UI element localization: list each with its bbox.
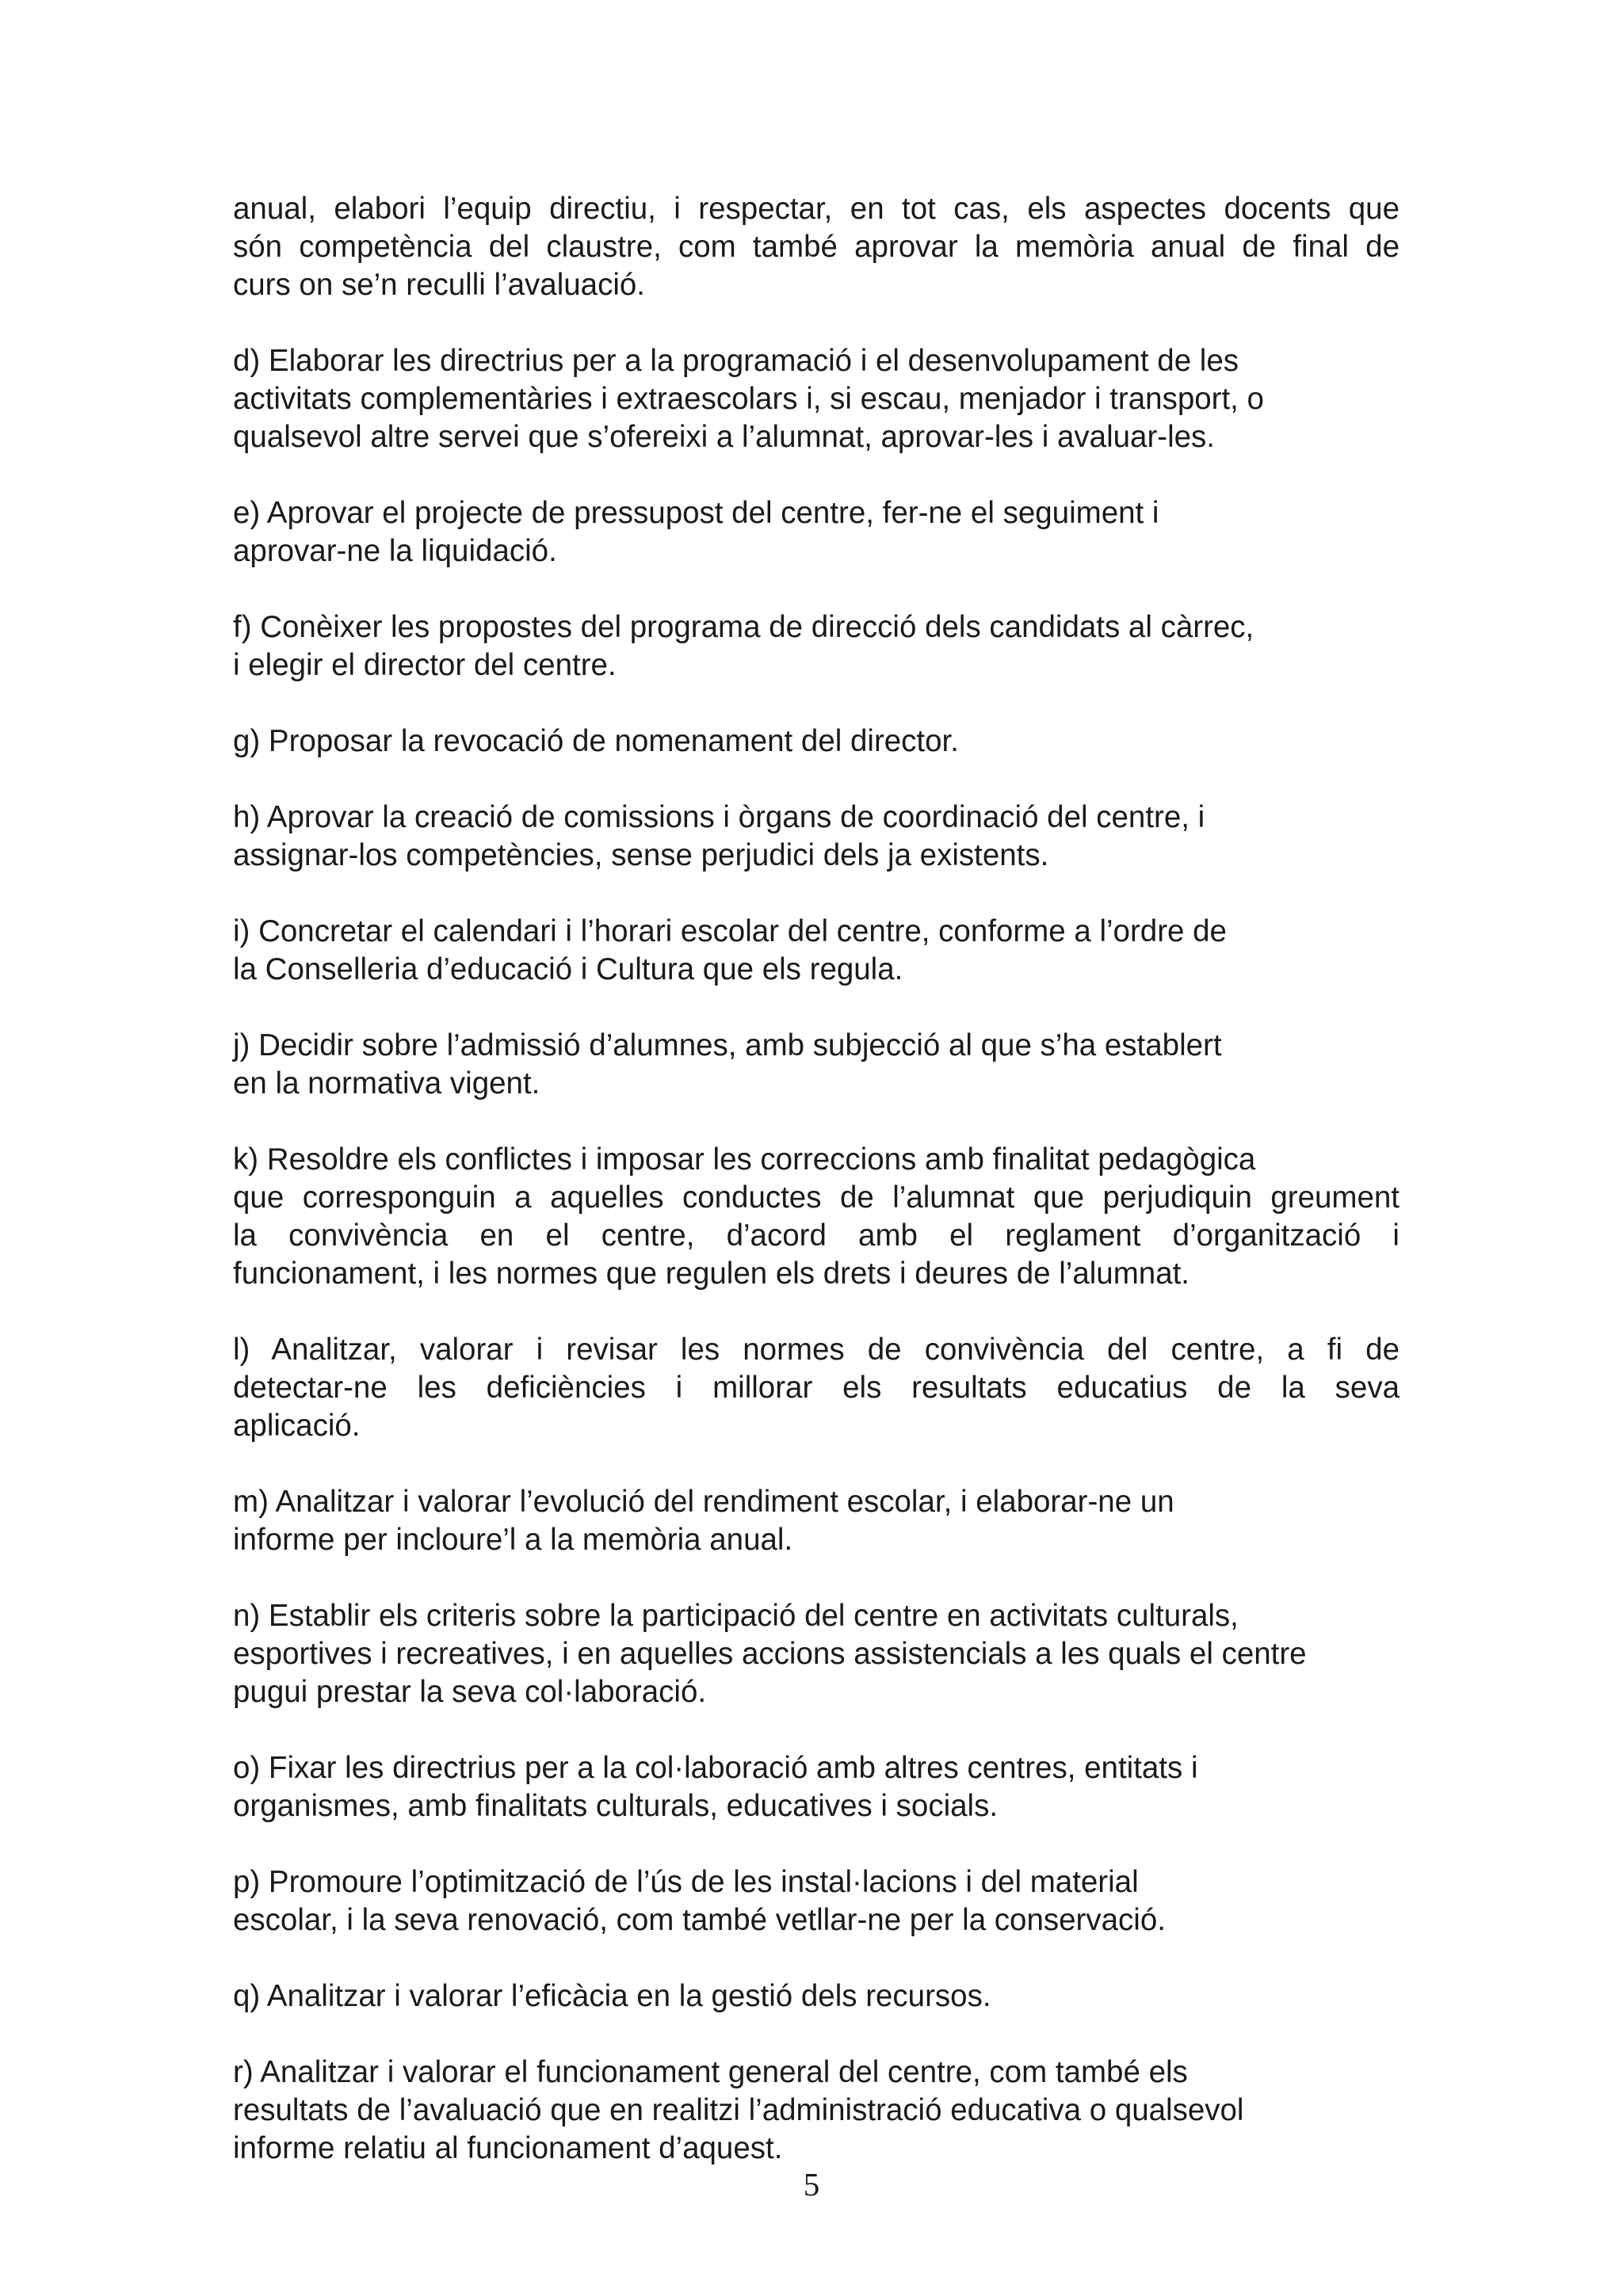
text-line: curs on se’n reculli l’avaluació. [233, 268, 645, 302]
paragraph-e [233, 494, 1400, 570]
paragraph-d [233, 342, 1400, 456]
text-line: funcionament, i les normes que regulen els drets i deures de l’alumnat. [233, 1257, 1190, 1291]
text-line: h) Aprovar la creació de comissions i òrgans de coordinació del centre, i [233, 800, 1205, 834]
text-line: resultats de l’avaluació que en realitzi l’administració educativa o qualsevol [233, 2093, 1244, 2127]
text-line: en la normativa vigent. [233, 1066, 540, 1100]
document-body [233, 190, 1400, 2206]
text-line: són competència del claustre, com també aprovar la memòria anual de final de [233, 230, 1400, 264]
text-line: aplicació. [233, 1409, 361, 1443]
text-line: informe relatiu al funcionament d’aquest. [233, 2131, 783, 2165]
text-line: esportives i recreatives, i en aquelles accions assistencials a les quals el centre [233, 1637, 1307, 1671]
text-line: o) Fixar les directrius per a la col·laboració amb altres centres, entitats i [233, 1751, 1198, 1785]
text-line: j) Decidir sobre l’admissió d’alumnes, amb subjecció al que s’ha establert [233, 1028, 1222, 1062]
text-line: q) Analitzar i valorar l’eficàcia en la gestió dels recursos. [233, 1979, 991, 2013]
text-line: i) Concretar el calendari i l’horari escolar del centre, conforme a l’ordre de [233, 914, 1227, 948]
text-line: i elegir el director del centre. [233, 648, 617, 682]
text-line: aprovar-ne la liquidació. [233, 534, 557, 568]
text-line: g) Proposar la revocació de nomenament del director. [233, 724, 959, 758]
paragraph-h [233, 799, 1400, 875]
text-line: n) Establir els criteris sobre la participació del centre en activitats culturals, [233, 1599, 1239, 1633]
paragraph-o [233, 1749, 1400, 1825]
paragraph-g [233, 723, 1400, 761]
text-line: m) Analitzar i valorar l’evolució del rendiment escolar, i elaborar-ne un [233, 1485, 1174, 1519]
paragraph-p [233, 1863, 1400, 1939]
text-line: l) Analitzar, valorar i revisar les normes de convivència del centre, a fi de [233, 1333, 1400, 1367]
text-line: escolar, i la seva renovació, com també vetllar-ne per la conservació. [233, 1903, 1166, 1937]
text-line: f) Conèixer les propostes del programa de direcció dels candidats al càrrec, [233, 610, 1254, 644]
text-line: p) Promoure l’optimització de l’ús de les instal·lacions i del material [233, 1865, 1139, 1899]
text-line: assignar-los competències, sense perjudici dels ja existents. [233, 838, 1049, 872]
text-line: organismes, amb finalitats culturals, educatives i socials. [233, 1789, 999, 1823]
paragraph-r [233, 2054, 1400, 2168]
text-line: informe per incloure’l a la memòria anual. [233, 1523, 793, 1557]
paragraph-c-continued [233, 190, 1400, 304]
paragraph-i [233, 913, 1400, 989]
paragraph-k [233, 1141, 1400, 1293]
text-line: detectar-ne les deficiències i millorar els resultats educatius de la seva [233, 1371, 1400, 1405]
text-line: la Conselleria d’educació i Cultura que els regula. [233, 952, 903, 986]
text-line: pugui prestar la seva col·laboració. [233, 1675, 707, 1709]
paragraph-f [233, 608, 1400, 685]
text-line: la convivència en el centre, d’acord amb el reglament d’organització i [233, 1219, 1400, 1253]
text-line: activitats complementàries i extraescolars i, si escau, menjador i transport, o [233, 382, 1264, 416]
text-line: k) Resoldre els conflictes i imposar les correccions amb finalitat pedagògica [233, 1142, 1256, 1177]
paragraph-l [233, 1331, 1400, 1445]
text-line: r) Analitzar i valorar el funcionament general del centre, com també els [233, 2055, 1188, 2089]
page-number: 5 [803, 2166, 820, 2203]
paragraph-n [233, 1597, 1400, 1711]
text-line: qualsevol altre servei que s’ofereixi a l’alumnat, aprovar-les i avaluar-les. [233, 420, 1215, 454]
paragraph-j [233, 1027, 1400, 1103]
text-line: que corresponguin a aquelles conductes de l’alumnat que perjudiquin greument [233, 1180, 1400, 1215]
text-line: e) Aprovar el projecte de pressupost del centre, fer-ne el seguiment i [233, 496, 1159, 530]
text-line: d) Elaborar les directrius per a la programació i el desenvolupament de les [233, 344, 1239, 378]
text-line: anual, elabori l’equip directiu, i respectar, en tot cas, els aspectes docents que [233, 192, 1400, 226]
paragraph-m [233, 1483, 1400, 1559]
paragraph-q [233, 1978, 1400, 2016]
